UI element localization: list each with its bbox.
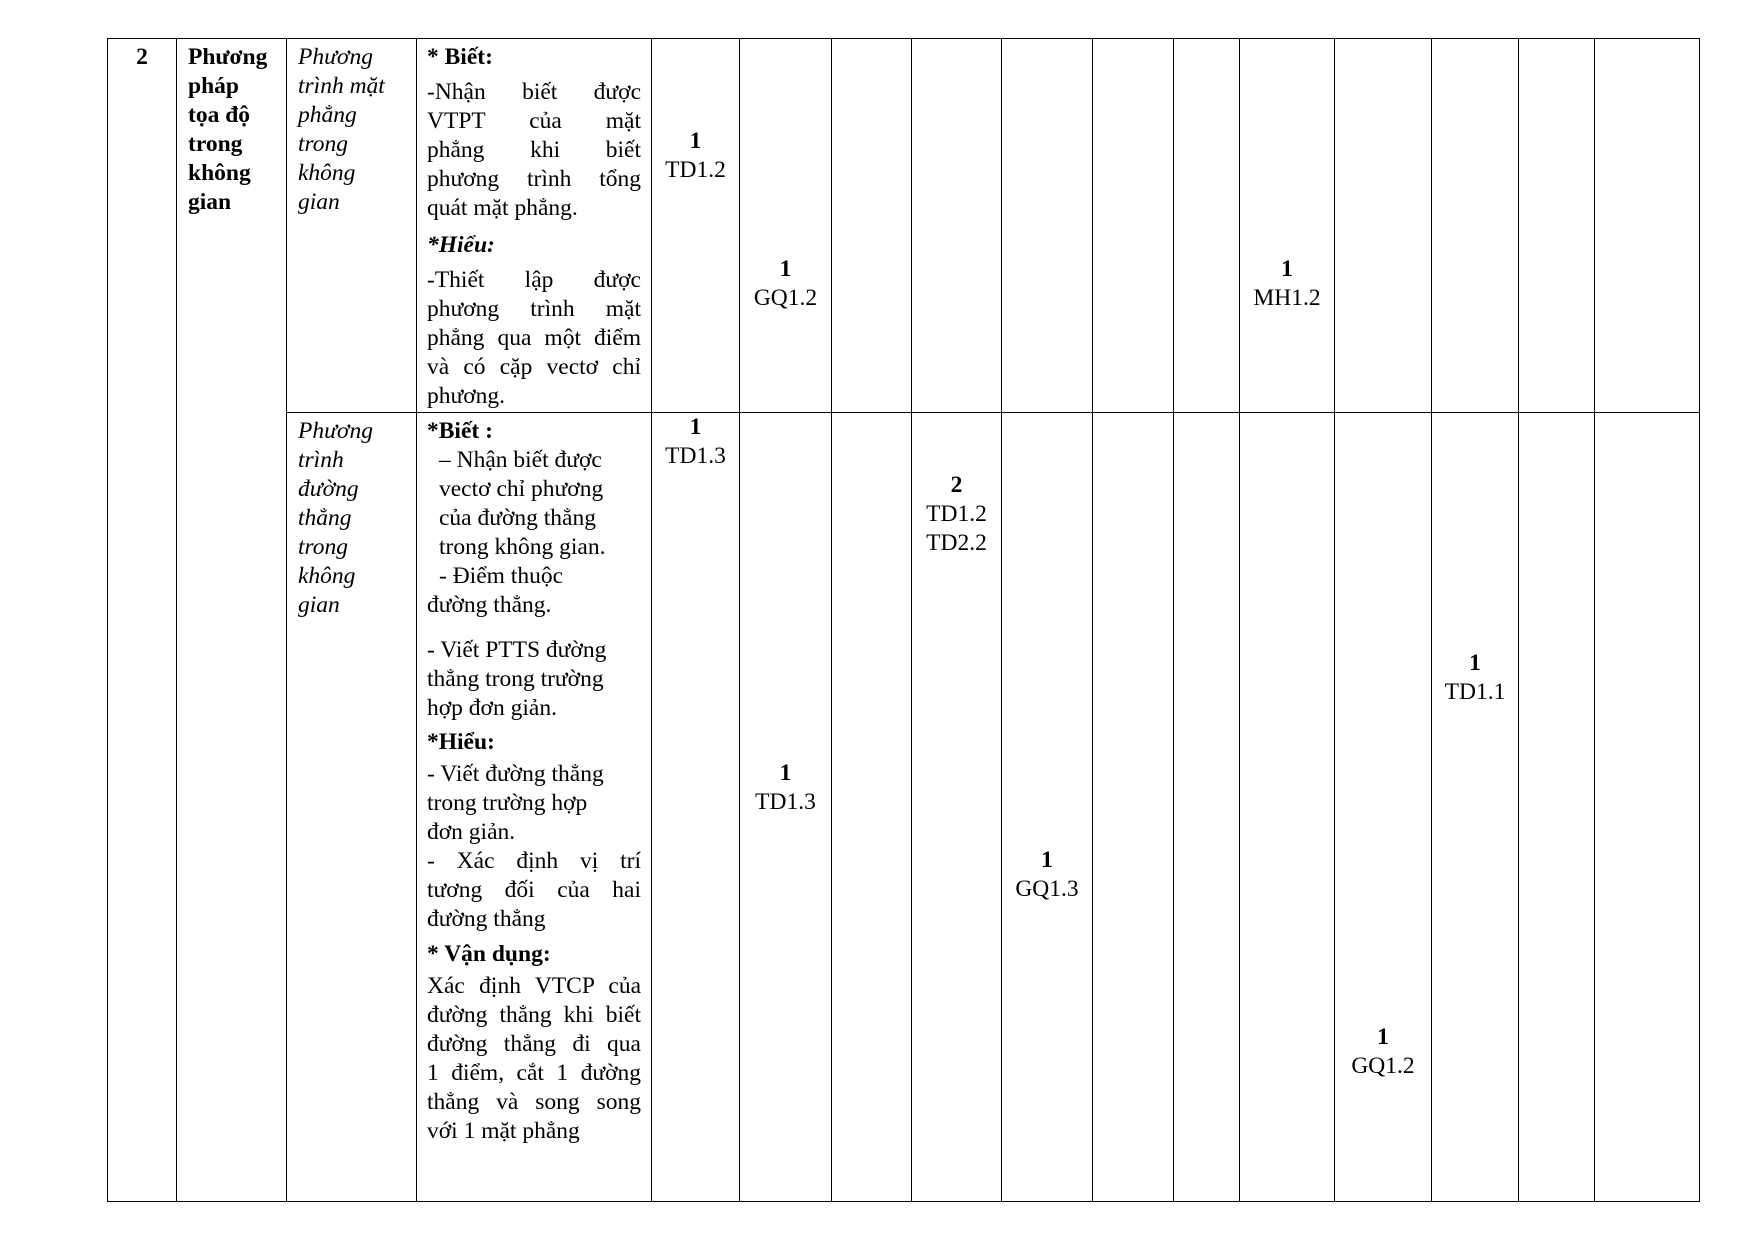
unit-cell: Phương trình mặt phẳng trong không gian — [287, 39, 417, 413]
count-cell — [1432, 39, 1519, 413]
matrix-table — [107, 38, 1700, 1202]
row-number: 2 — [108, 39, 177, 1202]
count-cell — [1519, 413, 1595, 1202]
count-cell — [1093, 413, 1174, 1202]
level-heading: *Hiểu: — [427, 729, 495, 755]
count-cell — [1240, 413, 1335, 1202]
count-cell: 1 TD1.3 — [740, 413, 832, 1202]
count-cell — [1595, 413, 1700, 1202]
chapter-cell: Phương pháp tọa độ trong không gian — [177, 39, 287, 1202]
level-heading: * Biết: — [427, 44, 493, 70]
count-cell — [1595, 39, 1700, 413]
count-cell — [832, 39, 912, 413]
count-cell — [1002, 39, 1093, 413]
count-cell: 1 GQ1.2 — [740, 39, 832, 413]
count-cell — [1335, 39, 1432, 413]
description-cell: *Biết : – Nhận biết được vectơ chỉ phương của đường thẳng trong không gian. - Điểm thuộc đường thẳng. - Viết PTTS đường thẳng trong trường hợp đơn giản. *Hiểu: - Viết đường thẳng trong trường hợp đơn giản. - Xác định vị trí tương đối của hai đường thẳng * Vận dụng: Xác định VTCP của đường thẳng khi biết đường thẳng đi qua 1 điểm, cắt 1 đường thẳng và song song với 1 mặt phẳng — [417, 413, 652, 1202]
description-cell: * Biết: -Nhận biết được VTPT của mặt phẳng khi biết phương trình tổng quát mặt phẳng. *Hiểu: -Thiết lập được phương trình mặt phẳng qua một điểm và có cặp vectơ chỉ phương. — [417, 39, 652, 413]
unit-cell: Phương trình đường thẳng trong không gian — [287, 413, 417, 1202]
table-row — [108, 413, 1700, 1202]
count-cell: 1 MH1.2 — [1240, 39, 1335, 413]
count-cell: 1 GQ1.3 — [1002, 413, 1093, 1202]
level-heading: *Biết : — [427, 418, 493, 444]
count-cell — [912, 39, 1002, 413]
count-cell — [1174, 39, 1240, 413]
count-cell: 1 TD1.2 — [652, 39, 740, 413]
count-cell: 1 TD1.3 — [652, 413, 740, 1202]
count-cell: 1 TD1.1 — [1432, 413, 1519, 1202]
level-heading: * Vận dụng: — [427, 941, 551, 967]
count-cell — [1174, 413, 1240, 1202]
count-cell: 2 TD1.2 TD2.2 — [912, 413, 1002, 1202]
table-row — [108, 39, 1700, 413]
count-cell — [1093, 39, 1174, 413]
count-cell: 1 GQ1.2 — [1335, 413, 1432, 1202]
level-heading: *Hiểu: — [427, 232, 495, 258]
count-cell — [832, 413, 912, 1202]
count-cell — [1519, 39, 1595, 413]
